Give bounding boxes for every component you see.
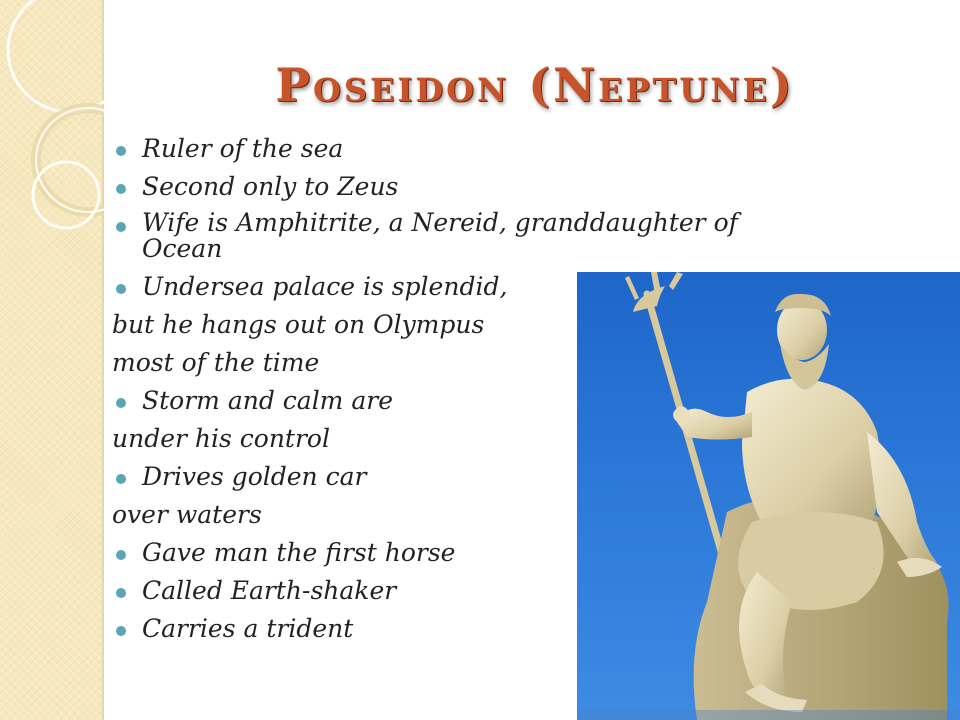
list-item: Carries a trident xyxy=(112,610,832,648)
bullet-icon xyxy=(116,184,126,194)
list-item: Undersea palace is splendid, xyxy=(112,268,832,306)
bullet-icon xyxy=(116,588,126,598)
list-item: Ruler of the sea xyxy=(112,130,832,168)
bullet-icon xyxy=(116,398,126,408)
bullet-icon xyxy=(116,626,126,636)
list-item: Called Earth-shaker xyxy=(112,572,832,610)
bullet-icon xyxy=(116,550,126,560)
bullet-icon xyxy=(116,284,126,294)
list-item-continuation: over waters xyxy=(112,500,262,529)
slide-title: Poseidon (Neptune) xyxy=(275,58,795,112)
list-item: Drives golden car xyxy=(112,458,832,496)
poseidon-statue-image xyxy=(577,272,960,720)
list-item: Second only to Zeus xyxy=(112,168,832,206)
bullet-icon xyxy=(116,146,126,156)
list-item: Gave man the first horse xyxy=(112,534,832,572)
statue-illustration xyxy=(577,272,960,720)
bullet-icon xyxy=(116,222,126,232)
bullet-icon xyxy=(116,474,126,484)
list-item-continuation: but he hangs out on Olympus xyxy=(112,310,485,339)
list-item: Storm and calm are xyxy=(112,382,832,420)
list-item-continuation: under his control xyxy=(112,424,330,453)
list-item-continuation: most of the time xyxy=(112,348,320,377)
list-item: Wife is Amphitrite, a Nereid, granddaughter of Ocean xyxy=(112,206,832,268)
decorative-circles-icon xyxy=(0,0,104,720)
decorative-side-panel xyxy=(0,0,104,720)
